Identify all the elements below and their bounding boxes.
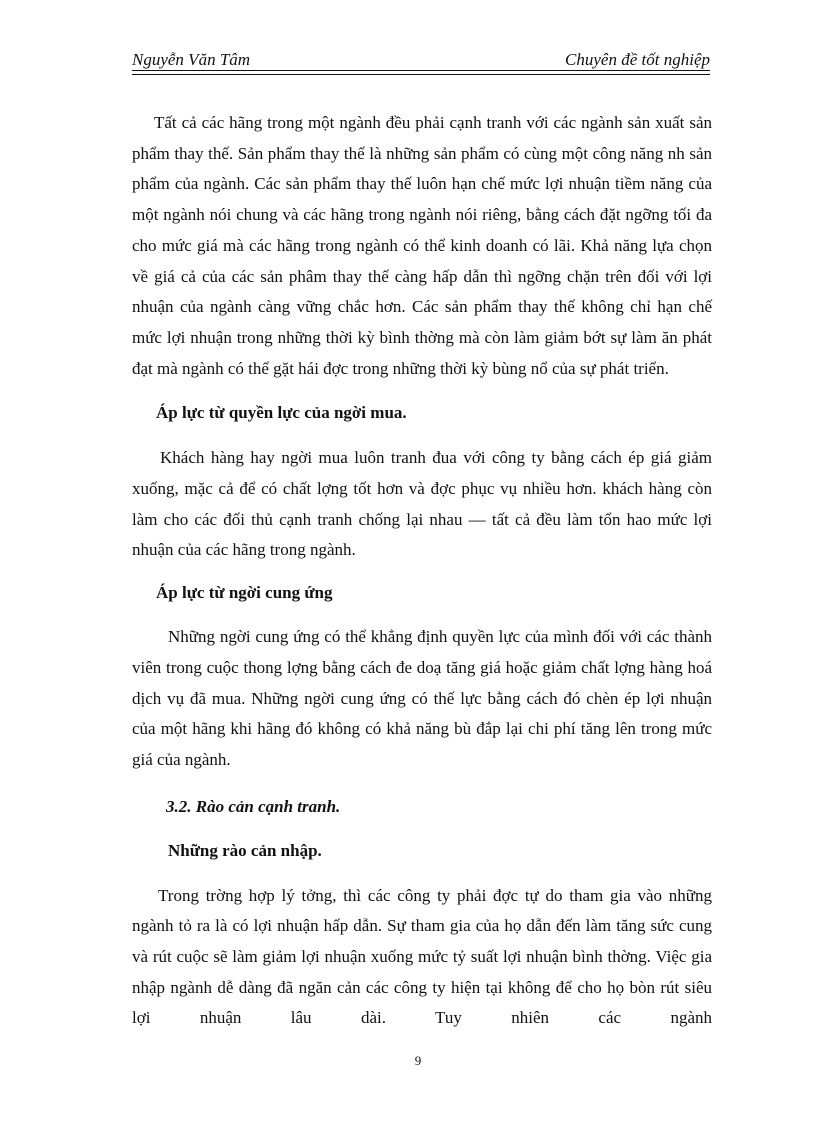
paragraph-supplier-power: Những ngời cung ứng có thể khẳng định quyền lực của mình đối với các thành viên trong cuộc thong lợng bằng cách đe doạ tăng giá hoặc giảm chất lợng hàng hoá dịch vụ đã mua. Những ngời cung ứng có thế lực bằng cách đó chèn ép lợi nhuận của một hãng khi hãng đó không có khả năng bù đắp lại chi phí tăng lên trong mức giá của ngành. [132, 627, 712, 769]
header-author: Nguyễn Văn Tâm [132, 50, 251, 69]
paragraph-entry-barriers: Trong trờng hợp lý tởng, thì các công ty phải đợc tự do tham gia vào những ngành tỏ ra là có lợi nhuận hấp dẫn. Sự tham gia của họ dẫn đến làm tăng sức cung và rút cuộc sẽ làm giảm lợi nhuận xuống mức tỷ suất lợi nhuận bình thờng. Việc gia nhập ngành dễ dàng đã ngăn cản các công ty hiện tại không để cho họ bòn rút siêu lợi nhuận lâu dài. Tuy nhiên các ngành [132, 885, 712, 1028]
heading-buyer-power: Áp lực từ quyền lực của ngời mua. [156, 403, 407, 423]
heading-supplier-power: Áp lực từ ngời cung ứng [156, 583, 333, 603]
paragraph-substitutes: Tất cả các hãng trong một ngành đều phải cạnh tranh với các ngành sản xuất sản phẩm thay thế. Sản phẩm thay thế là những sản phẩm có cùng một công năng nh sản phẩm của ngành. Các sản phẩm thay thế luôn hạn chế mức lợi nhuận tiềm năng của một ngành nói chung và các hãng trong ngành nói riêng, bằng cách đặt ngỡng tối đa cho mức giá mà các hãng trong ngành có thể kinh doanh có lãi. Khả năng lựa chọn về giá cả của các sản phâm thay thế càng hấp dẫn thì ngỡng chặn trên đối với lợi nhuận của ngành càng vững chắc hơn. Các sản phẩm thay thế không chỉ hạn chế mức lợi nhuận trong những thời kỳ bình thờng mà còn làm giảm bớt sự làm ăn phát đạt mà ngành có thể gặt hái đợc trong những thời kỳ bùng nổ của sự phát triển. [132, 113, 712, 378]
paragraph-buyer-power: Khách hàng hay ngời mua luôn tranh đua với công ty bằng cách ép giá giảm xuống, mặc cả để có chất lợng tốt hơn và đợc phục vụ nhiều hơn. khách hàng còn làm cho các đối thủ cạnh tranh chống lại nhau — tất cả đều làm tổn hao mức lợi nhuận của các hãng trong ngành. [132, 448, 712, 560]
page-body [132, 108, 712, 1034]
header-rule-thick [132, 70, 710, 71]
header-document-title: Chuyên đề tốt nghiệp [565, 50, 710, 69]
header-rule-thin [132, 74, 710, 75]
page-header [132, 50, 710, 72]
heading-entry-barriers: Những rào cản nhập. [168, 840, 322, 860]
page-number: 9 [414, 1053, 422, 1068]
section-heading-competitive-barriers: 3.2. Rào cản cạnh tranh. [166, 796, 341, 816]
